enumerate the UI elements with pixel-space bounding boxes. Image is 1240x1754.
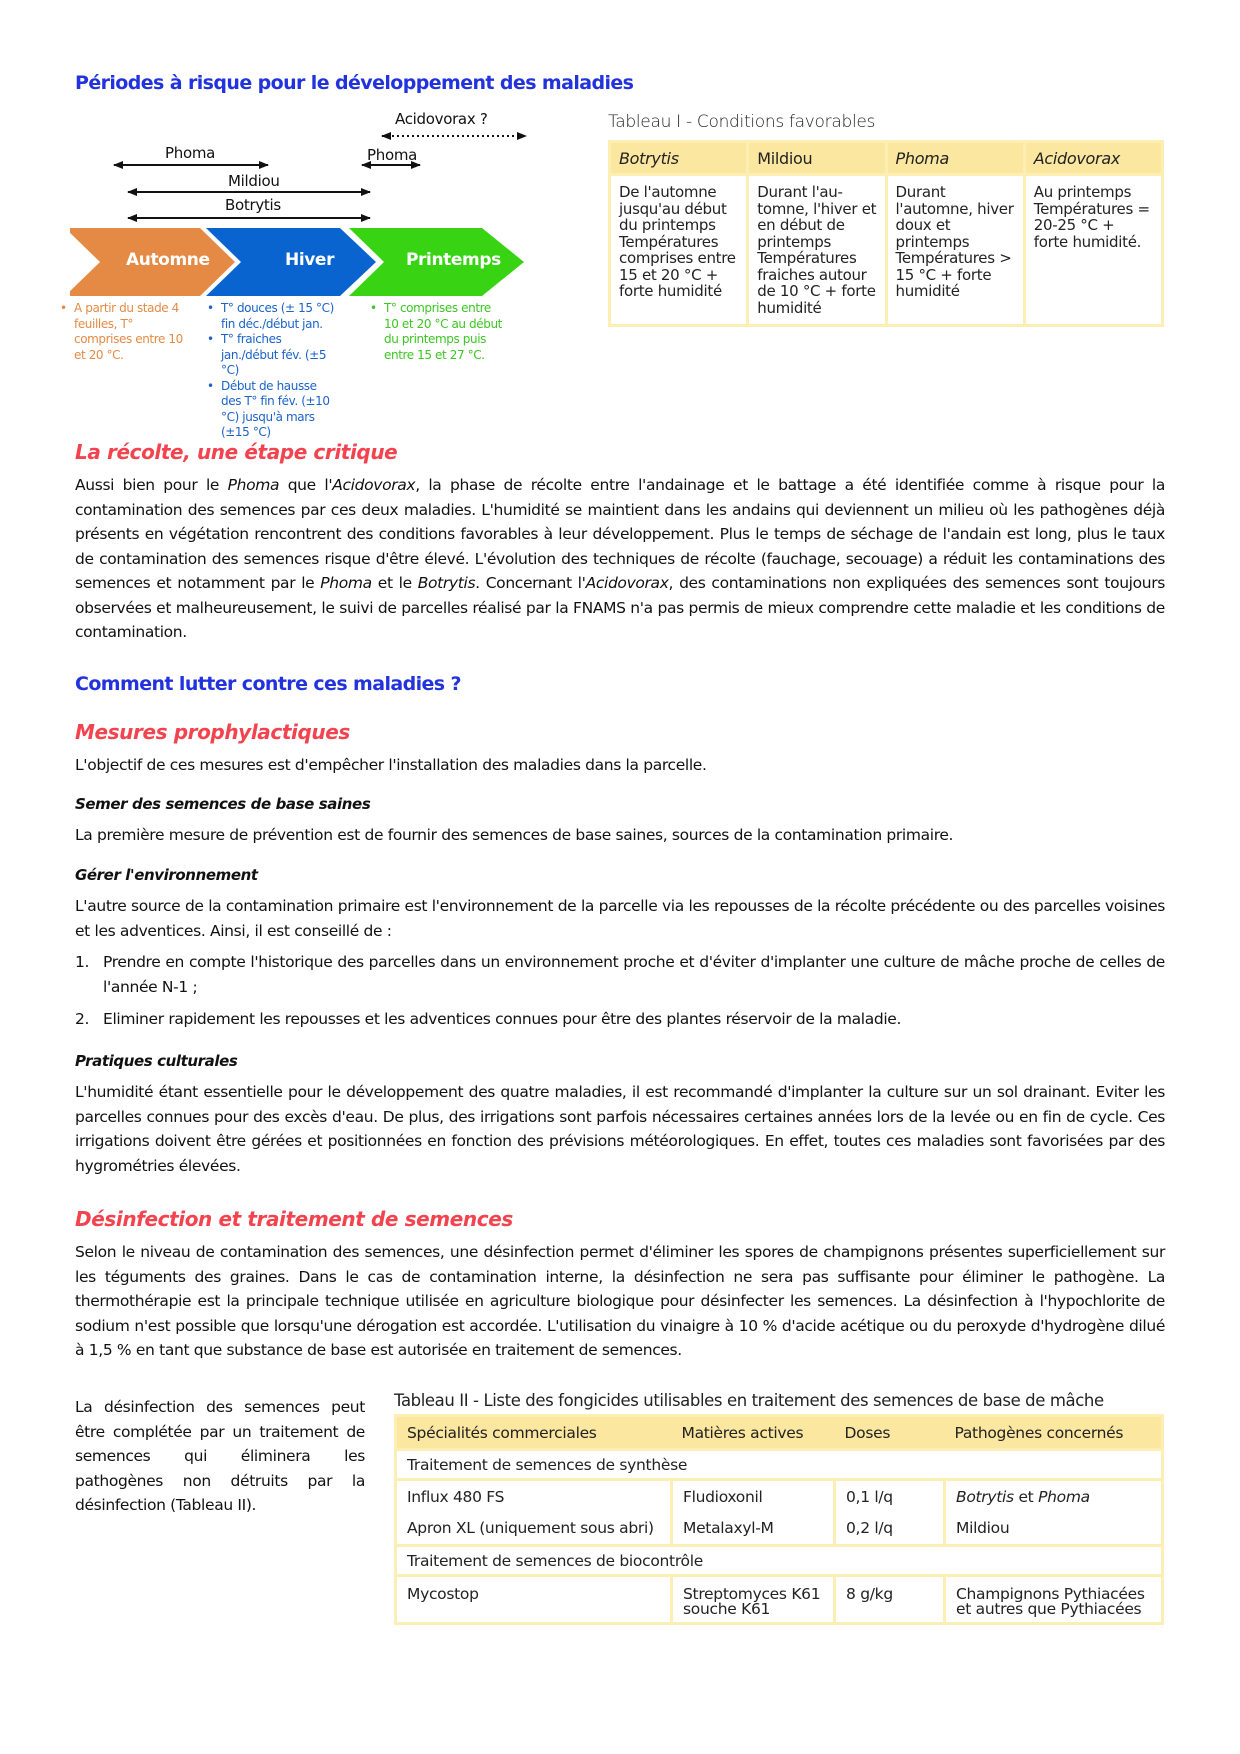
subtitle-semer: Semer des semences de base saines [75,795,371,813]
season-notes-automne [60,301,190,363]
text-span: Aussi bien pour le [75,476,228,494]
table-row [396,1480,1163,1513]
list-number: 2. [75,1010,90,1028]
cell-dose: 0,1 l/q [835,1480,945,1513]
table2-caption: Tableau II - Liste des fongicides utilisables en traitement des semences de base de mâche [394,1391,1104,1410]
text-italic: Acidovorax [585,574,669,592]
fungicides-table [394,1414,1164,1625]
table1-header: Acidovorax [1024,142,1162,175]
section-title-prophylaxie: Mesures prophylactiques [75,720,350,744]
subtitle-environnement: Gérer l'environnement [75,866,258,884]
table1-cell: Au printemps Températures = 20-25 °C + forte humidité. [1024,175,1162,326]
table2-header: Matières actives [672,1416,835,1450]
risk-periods-diagram [70,110,540,439]
cell-product: Mycostop [407,1585,479,1603]
list-item [75,1007,1165,1032]
conditions-table [608,140,1164,327]
text-italic: Botrytis [417,574,476,592]
list-text: Prendre en compte l'historique des parcelles dans un environnement proche et d'éviter d'implanter une culture de mâche proche de celles de l'année N-1 ; [103,953,1165,996]
group-label-biocontrole: Traitement de semences de biocontrôle [396,1546,1163,1576]
season-notes-printemps [370,301,505,363]
section-title-lutter: Comment lutter contre ces maladies ? [75,673,461,695]
desinfection-side-text: La désinfection des semences peut être complétée par un traitement de semences qui éliminera les pathogènes non détruits par la désinfection (Tableau II). [75,1398,365,1514]
note-item: • T° fraiches jan./début fév. (±5 °C) [207,332,337,379]
cell-active: Metalaxyl-M [672,1513,835,1546]
section-title-periodes: Périodes à risque pour le développement des maladies [75,72,634,94]
cell-product: Apron XL (uniquement sous abri) [407,1519,654,1538]
table-group-row [396,1450,1163,1480]
cell-dose: 8 g/kg [835,1576,945,1624]
table1-header: Phoma [886,142,1024,175]
list-number: 1. [75,953,90,971]
pratiques-text: L'humidité étant essentielle pour le développement des quatre maladies, il est recommandé d'implanter la culture sur un sol drainant. Eviter les parcelles connues pour des excès d'eau. De plus, des irrigations sont parfois nécessaires certaines années lors de la levée ou en fin de cycle. Ces irrigations doivent être gérées et positionnées en fonction des prévisions météorologiques. En effet, toutes ces maladies sont favorisées par des hygrométries élevées. [75,1083,1165,1175]
table-row [610,175,1163,326]
cell-product: Influx 480 FS [407,1487,505,1506]
semer-text: La première mesure de prévention est de fournir des semences de base saines, sources de la contamination primaire. [75,826,954,844]
text-italic: Phoma [1038,1487,1090,1506]
table-group-row [396,1546,1163,1576]
recolte-paragraph [75,473,1165,645]
cell-active: Fludioxonil [672,1480,835,1513]
note-item: • T° douces (± 15 °C) fin déc./début jan. [207,301,337,332]
cell-pathogen: Mildiou [945,1513,1163,1546]
text-italic: Acidovorax [332,476,416,494]
arrow-label-botrytis: Botrytis [225,196,281,214]
season-label-automne: Automne [126,250,210,270]
prophylaxie-intro: L'objectif de ces mesures est d'empêcher l'installation des maladies dans la parcelle. [75,756,707,774]
section-title-desinfection: Désinfection et traitement de semences [75,1207,513,1231]
arrow-label-acidovorax: Acidovorax ? [395,110,488,128]
group-label-synthese: Traitement de semences de synthèse [396,1450,1163,1480]
table1-header: Botrytis [610,142,748,175]
list-text: Eliminer rapidement les repousses et les adventices connues pour être des plantes réservoir de la maladie. [103,1010,902,1028]
list-item [75,950,1165,999]
season-notes-hiver [207,301,337,441]
table2-header: Doses [835,1416,945,1450]
note-item: • T° comprises entre 10 et 20 °C au début du printemps puis entre 15 et 27 °C. [370,301,505,363]
text-italic: Phoma [227,476,280,494]
table1-cell: Durant l'au-tomne, l'hiver et en début de printemps Températures fraiches autour de 10 °C + forte humidité [748,175,886,326]
table1-cell: Durant l'automne, hiver doux et printemps Températures > 15 °C + forte humidité [886,175,1024,326]
table1-cell: De l'automne jusqu'au début du printemps Températures comprises entre 15 et 20 °C + forte humidité [610,175,748,326]
season-label-hiver: Hiver [285,250,335,270]
text-span: et [1013,1487,1039,1506]
environnement-text: L'autre source de la contamination primaire est l'environnement de la parcelle via les repousses de la récolte précédente ou des parcelles voisines et les adventices. Ainsi, il est conseillé de : [75,897,1165,940]
text-span: , des contaminations non expliquées des semences sont toujours observées et malheureusement, le suivi de parcelles réalisé par la FNAMS n'a pas permis de mieux comprendre cette maladie et les conditions de contamination. [75,574,1165,641]
text-italic: Botrytis [956,1487,1014,1506]
text-span: et le [371,574,418,592]
table-row [396,1513,1163,1546]
subtitle-pratiques: Pratiques culturales [75,1052,238,1070]
arrow-label-mildiou: Mildiou [228,172,280,190]
table1-header: Mildiou [748,142,886,175]
cell-active: Streptomyces K61 souche K61 [672,1576,835,1624]
text-span: , la phase de récolte entre l'andainage et le battage a été identifiée comme à risque pour la contamination des semences par ces deux maladies. L'humidité se maintient dans les andains qui deviennent un milieu où les pathogènes déjà présents en végétation rencontrent des conditions favorables à leur développement. Plus le temps de séchage de l'andain est long, plus le taux de contamination des semences risque d'être élevé. L'évolution des techniques de récolte (fauchage, secouage) a réduit les contaminations des semences et notamment par le [75,476,1166,592]
arrow-label-phoma-right: Phoma [367,146,418,164]
section-title-recolte: La récolte, une étape critique [75,440,398,464]
cell-dose: 0,2 l/q [835,1513,945,1546]
table1-caption: Tableau I - Conditions favorables [608,112,876,132]
arrow-label-phoma-left: Phoma [165,144,216,162]
cell-pathogen: Champignons Pythiacées et autres que Pythiacées [945,1576,1163,1624]
table2-header: Pathogènes concernés [945,1416,1163,1450]
table2-header: Spécialités commerciales [396,1416,672,1450]
desinfection-text: Selon le niveau de contamination des semences, une désinfection permet d'éliminer les spores de champignons présentes superficiellement sur les téguments des graines. Dans le cas de contamination interne, la désinfection ne sera pas suffisante pour éliminer le pathogène. La thermothérapie est la principale technique utilisée en agriculture biologique pour désinfecter les semences. La désinfection à l'hypochlorite de sodium n'est possible que lorsqu'une dérogation est accordée. L'utilisation du vinaigre à 10 % d'acide acétique ou du peroxyde d'hydrogène dilué à 1,5 % en tant que substance de base est autorisée en traitement de semences. [75,1243,1165,1359]
table-row [396,1576,1163,1624]
season-label-printemps: Printemps [406,250,501,270]
text-span: . Concernant l' [475,574,586,592]
text-span: que l' [279,476,333,494]
note-item: • A partir du stade 4 feuilles, T° comprises entre 10 et 20 °C. [60,301,190,363]
cell-pathogen [945,1480,1163,1513]
note-item: • Début de hausse des T° fin fév. (±10 °C) jusqu'à mars (±15 °C) [207,379,337,441]
text-italic: Phoma [320,574,372,592]
environnement-list [75,950,1165,1032]
